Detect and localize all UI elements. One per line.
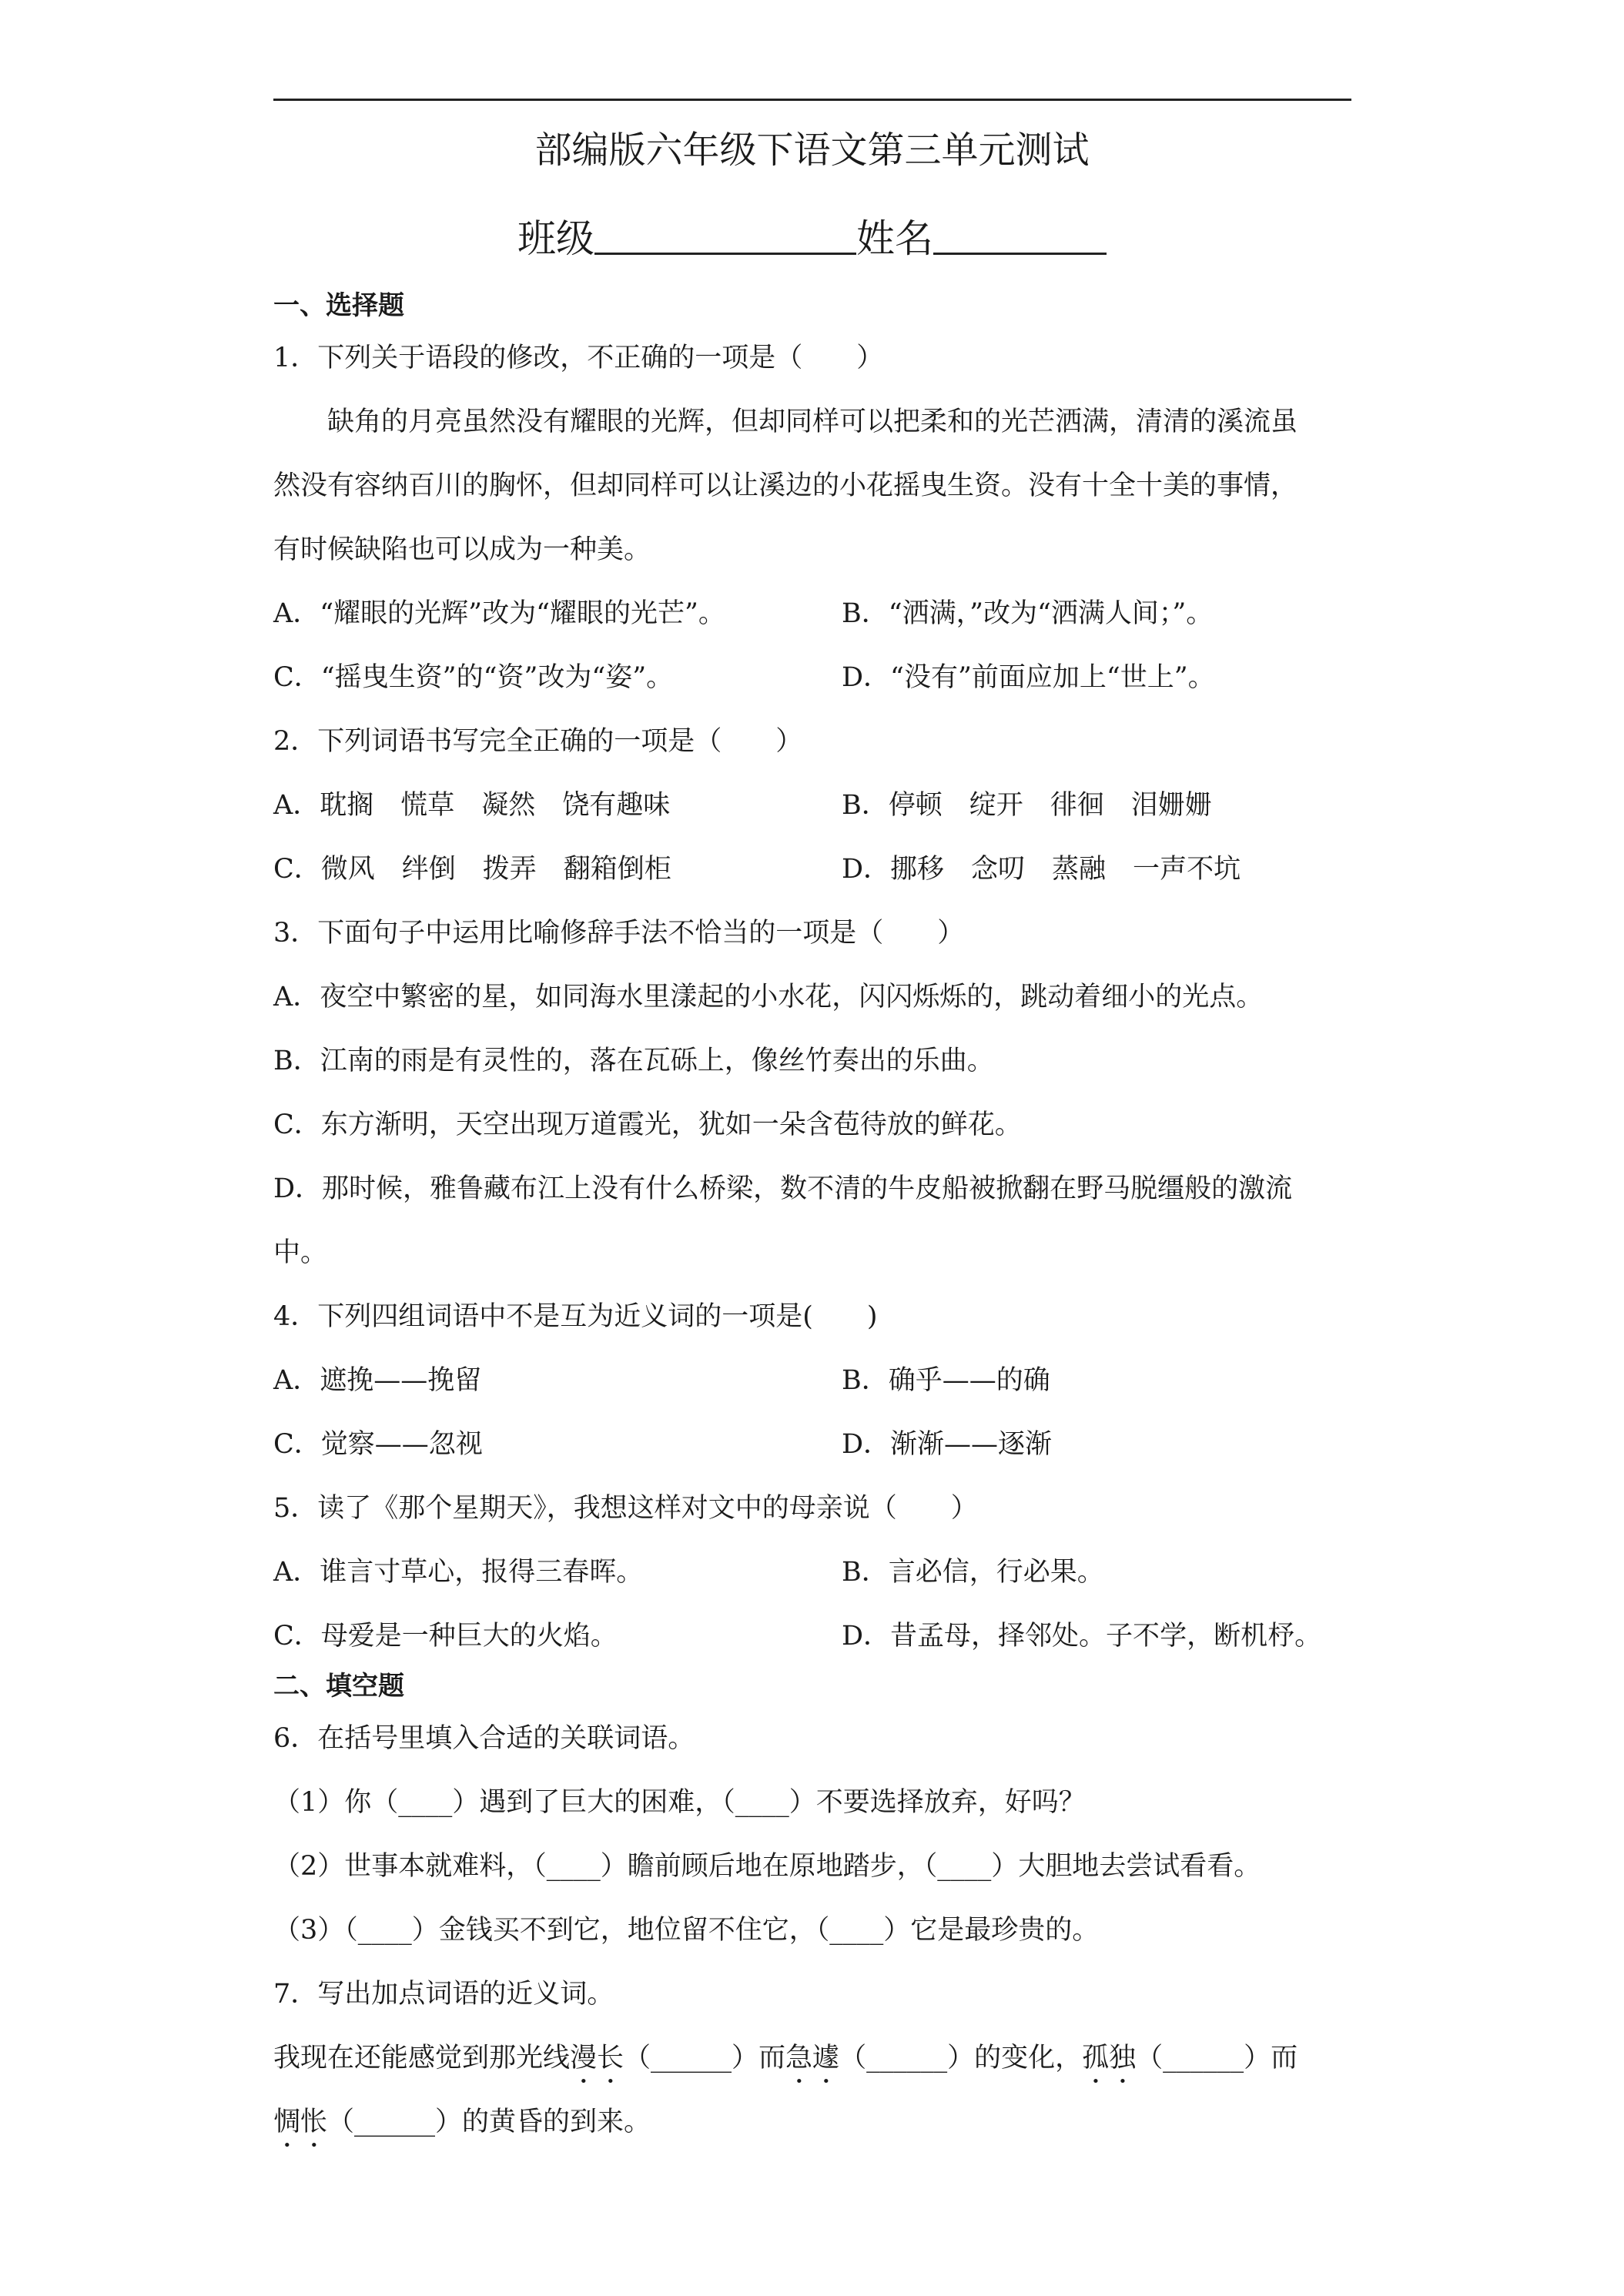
q2-stem: 2．下列词语书写完全正确的一项是（ ） (273, 726, 803, 757)
q2-option-c[interactable]: C．微风 绊倒 拨弄 翻箱倒柜 (273, 854, 671, 885)
q4-stem: 4．下列四组词语中不是互为近义词的一项是( ) (273, 1301, 878, 1332)
q3-option-b[interactable]: B．江南的雨是有灵性的，落在瓦砾上，像丝竹奏出的乐曲。 (273, 1046, 994, 1076)
q4-option-b[interactable]: B．确乎——的确 (842, 1365, 1050, 1396)
q6-item-2[interactable]: （2）世事本就难料，（____）瞻前顾后地在原地踏步，（____）大胆地去尝试看看。 (273, 1851, 1261, 1882)
answer-blank[interactable]: （______）而 (1136, 2043, 1298, 2073)
answer-blank[interactable]: （______）的黄昏的到来。 (327, 2107, 651, 2137)
section-heading-choice: 一、选择题 (273, 290, 404, 321)
q4-option-d[interactable]: D．渐渐——逐渐 (842, 1429, 1053, 1460)
q6-stem: 6．在括号里填入合适的关联词语。 (273, 1723, 695, 1754)
dotted-word: 急遽 (785, 2043, 840, 2073)
name-label: 姓名 (856, 216, 933, 261)
name-blank[interactable] (933, 222, 1107, 255)
q1-option-a[interactable]: A．“耀眼的光辉”改为“耀眼的光芒”。 (273, 598, 725, 629)
answer-blank[interactable]: （______）而 (624, 2043, 786, 2073)
q6-item-3[interactable]: （3）（____）金钱买不到它，地位留不住它，（____）它是最珍贵的。 (273, 1915, 1100, 1946)
q3-option-a[interactable]: A．夜空中繁密的星，如同海水里漾起的小水花，闪闪烁烁的，跳动着细小的光点。 (273, 982, 1264, 1012)
q7-stem: 7．写出加点词语的近义词。 (273, 1979, 614, 2010)
top-rule (273, 99, 1351, 101)
q3-stem: 3．下面句子中运用比喻修辞手法不恰当的一项是（ ） (273, 918, 965, 949)
q4-option-c[interactable]: C．觉察——忽视 (273, 1429, 483, 1460)
class-blank[interactable] (594, 222, 856, 255)
q1-option-c[interactable]: C．“摇曳生资”的“资”改为“姿”。 (273, 662, 674, 693)
q1-passage-line: 有时候缺陷也可以成为一种美。 (273, 534, 651, 565)
q2-option-b[interactable]: B．停顿 绽开 徘徊 泪姗姗 (842, 790, 1212, 821)
q7-line-1: 我现在还能感觉到那光线漫长（______）而急遽（______）的变化，孤独（______）而 (273, 2043, 1298, 2073)
q5-stem: 5．读了《那个星期天》，我想这样对文中的母亲说（ ） (273, 1493, 978, 1524)
class-label: 班级 (517, 216, 594, 261)
q3-option-c[interactable]: C．东方渐明，天空出现万道霞光，犹如一朵含苞待放的鲜花。 (273, 1110, 1022, 1140)
q5-option-c[interactable]: C．母爱是一种巨大的火焰。 (273, 1621, 618, 1652)
q1-stem: 1．下列关于语段的修改，不正确的一项是（ ） (273, 343, 884, 373)
q3-option-d[interactable]: D．那时候，雅鲁藏布江上没有什么桥梁，数不清的牛皮船被掀翻在野马脱缰般的激流 (273, 1173, 1293, 1204)
answer-blank[interactable]: （______）的变化， (839, 2043, 1083, 2073)
q7-line-2 (273, 2103, 1367, 2154)
q5-option-a[interactable]: A．谁言寸草心，报得三春晖。 (273, 1557, 644, 1588)
q1-passage-line: 然没有容纳百川的胸怀，但却同样可以让溪边的小花摇曳生资。没有十全十美的事情， (273, 470, 1298, 501)
q5-option-b[interactable]: B．言必信，行必果。 (842, 1557, 1104, 1588)
q2-option-d[interactable]: D．挪移 念叨 蒸融 一声不坑 (842, 854, 1241, 885)
q1-option-d[interactable]: D．“没有”前面应加上“世上”。 (842, 662, 1215, 693)
q4-option-a[interactable]: A．遮挽——挽留 (273, 1365, 482, 1396)
page-title: 部编版六年级下语文第三单元测试 (534, 129, 1090, 172)
dotted-word: 孤独 (1082, 2043, 1137, 2073)
q5-option-d[interactable]: D．昔孟母，择邻处。子不学，断机杼。 (842, 1621, 1322, 1652)
q3-option-d-cont: 中。 (273, 1237, 328, 1268)
q6-item-1[interactable]: （1）你（____）遇到了巨大的困难，（____）不要选择放弃，好吗？ (273, 1787, 1086, 1818)
q2-option-a[interactable]: A．耽搁 慌草 凝然 饶有趣味 (273, 790, 671, 821)
student-info-line (0, 212, 1624, 266)
dotted-word: 惆怅 (273, 2107, 328, 2137)
dotted-word: 漫长 (570, 2043, 624, 2073)
q1-option-b[interactable]: B．“洒满，”改为“洒满人间；”。 (842, 598, 1214, 629)
section-heading-fill: 二、填空题 (273, 1671, 404, 1702)
q1-passage-line: 缺角的月亮虽然没有耀眼的光辉，但却同样可以把柔和的光芒洒满，清清的溪流虽 (327, 407, 1298, 437)
